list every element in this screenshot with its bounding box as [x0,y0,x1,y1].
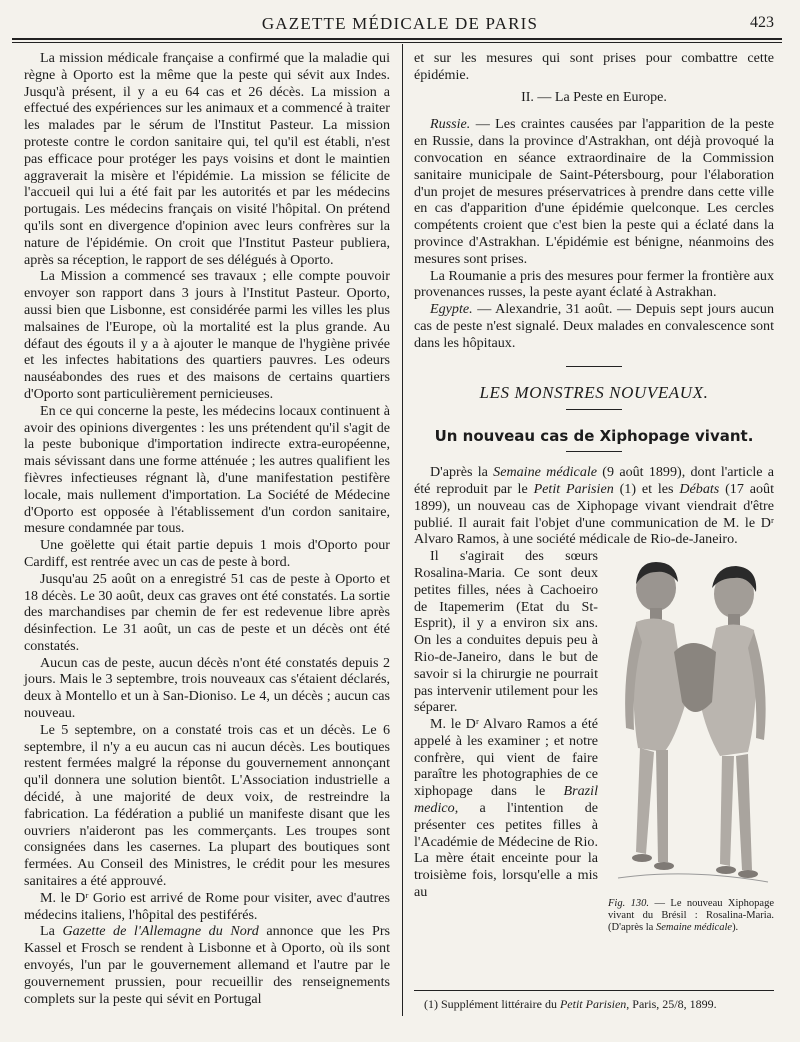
page-header [0,10,800,38]
footnote-rule [414,990,774,991]
header-rule [12,38,782,40]
paragraph: M. le Dʳ Gorio est arrivé de Rome pour visiter, avec d'autres médecins italiens, l'hôpital des pestiférés. [24,889,390,923]
paragraph: Une goëlette qui était partie depuis 1 mois d'Oporto pour Cardiff, est rentrée avec un cas de peste à bord. [24,537,390,570]
article-title: Un nouveau cas de Xiphopage vivant. [434,427,754,446]
section-rule [566,409,622,410]
footnote: (1) Supplément littéraire du Petit Parisien, Paris, 25/8, 1899. [424,997,717,1011]
paragraph: D'après la Semaine médicale (9 août 1899), dont l'article a été reproduit par le Petit Parisien (1) et les Débats (17 août 1899), un nouveau cas de Xiphopage vivant viendrait d'être publié. Il aurait fait l'objet d'une communication de M. le Dʳ Alvaro Ramos, à une société médicale de Rio-de-Janeiro. [414,464,775,548]
paragraph: La Gazette de l'Allemagne du Nord annonce que les Prs Kassel et Frosch se rendent à Lisbonne et à Oporto, où ils sont envoyés, l'un par le gouvernement allemand et l'autre par le gouvernement prussien, pour recueillir des renseignements complets sur la peste qui sévit en Portugal [24,923,390,1007]
left-column [24,50,390,1007]
page-number: 423 [750,14,774,31]
paragraph: La Mission a commencé ses travaux ; elle compte pouvoir envoyer son rapport dans 3 jours à l'Institut Pasteur. Oporto, aussi bien que Lisbonne, est considérée parmi les villes les plus malsaines de l'Europe, où la mortalité est la plus grande. Au défaut des égouts il y a à ajouter le manque de l'hygiène privée et les infectes habitations des quartiers pauvres. Les odeurs nauséabondes des rues et des maisons de certains quartiers d'Oporto sont particulièrement pernicieuses. [24,268,390,402]
paragraph: La mission médicale française a confirmé que la maladie qui règne à Oporto est la même que la peste qui sévit aux Indes. Jusqu'à présent, il y a eu 64 cas et 26 décès. La mission a effectué des expériences sur les animaux et a commencé à traiter les malades par le sérum de l'Institut Pasteur. La mission proteste contre le cordon sanitaire qui, tel qu'il est établi, n'est pas efficace pour protéger les pays voisins et dont le maintien aggraverait la misère et l'épidémie. La mission se félicite de l'accueil qui lui a été fait par les autorités et par les médecins portugais. Les médecins français on visité l'hôpital. On prétend qu'ils sont en divergence d'opinion avec leurs confrères sur la nature de l'épidémie. On croit que l'Institut Pasteur publiera, après sa réception, le rapport de ses délégués à Oporto. [24,50,390,268]
paragraph: En ce qui concerne la peste, les médecins locaux continuent à avoir des opinions divergentes : les uns prétendent qu'il s'agit de la peste bubonique d'importation indirecte extra-européenne, mais sévissant dans une forme atténuée ; les autres qualifient les fièvres infectieuses régnant là, d'une manifestation pestifère locale, mais nullement d'importation. La Société de Médecine d'Oporto est opposée à l'établissement d'un cordon sanitaire, mesure condamnée par tous. [24,402,390,537]
paragraph: et sur les mesures qui sont prises pour combattre cette épidémie. [414,50,774,83]
column-divider [402,44,403,1016]
country-label: Egypte. [430,301,473,318]
paragraph: Il s'agirait des sœurs Rosalina-Maria. Ce sont deux petites filles, nées à Cachoeiro de Itapemerim (Etat du St-Esprit), il y a environ six ans. On les a conduites depuis peu à Rio-de-Janeiro, dans le but de savoir si la chirurgie ne pourrait pas intervenir utilement pour les séparer. [414,548,598,716]
figure-caption: Fig. 130. — Le nouveau Xiphopage vivant du Brésil : Rosalina-Maria. (D'après la Semaine médicale). [608,898,774,934]
paragraph: M. le Dʳ Alvaro Ramos a été appelé à les examiner ; et notre confrère, qui vient de faire paraître les photographies de ce xiphopage dans le Brazil medico, a l'intention de présenter ces petites filles à l'Académie de Médecine de Rio. La mère était enceinte pour la troisième fois, lorsqu'elle a mis au [414,716,598,901]
header-rule-thin [12,42,782,43]
section-subheading: II. — La Peste en Europe. [521,89,667,105]
country-label: Russie. [430,116,471,133]
paragraph: La Roumanie a pris des mesures pour fermer la frontière aux provenances russes, la peste ayant éclaté à Astrakhan. [414,267,774,301]
paragraph: Russie. — Les craintes causées par l'apparition de la peste en Russie, dans la province d'Astrakhan, ont déjà provoqué la convocation en séance extraordinaire de la Commission sanitaire municipale de Saint-Pétersbourg, pour l'élaboration d'un projet de mesures préservatrices à prendre dans cette ville en cas d'apparition d'une épidémie quelconque. Les cercles compétents croient que c'est bien la peste qui a éclaté dans la province d'Astrakhan. L'épidémie est bénigne, néanmoins des mesures sont prises. [414,116,774,267]
right-column [414,50,774,934]
section-rule [566,366,622,367]
gazette-title: Gazette de l'Allemagne du Nord [62,923,259,940]
paragraph: Jusqu'au 25 août on a enregistré 51 cas de peste à Oporto et 18 décès. Le 30 août, deux cas graves ont été constatés. La sortie des marchandises par chemin de fer est redevenue libre après désinfection. Le 31 août, un cas de peste et un décès ont été constatés. [24,570,390,654]
section-title: LES MONSTRES NOUVEAUX. [479,382,709,402]
paragraph: Le 5 septembre, on a constaté trois cas et un décès. Le 6 septembre, il n'y a eu aucun cas ni aucun décès. Les boutiques restent fermées malgré la réponse du gouvernement annonçant qu'il donnera une solution bientôt. L'Association industrielle a décidé, à une majorité de deux voix, de restreindre la fabrication. La fédération a publié un manifeste disant que les ouvriers n'aideront pas les commerçants. Les troupes sont consignées dans les casernes. La plupart des boutiques sont fermées. Au Conseil des Ministres, le crédit pour les mesures sanitaires a été approuvé. [24,721,390,890]
journal-title: GAZETTE MÉDICALE DE PARIS [261,14,539,33]
figure [608,552,774,934]
figure-label: Fig. 130. [608,898,650,910]
paragraph: Aucun cas de peste, aucun décès n'ont été constatés depuis 2 jours. Mais le 3 septembre, trois nouveaux cas s'étaient déclarés, deux à Montello et un à San-Dioniso. Le 4, un décès ; aucun cas nouveau. [24,654,390,722]
xiphopage-illustration [608,552,774,896]
paragraph: Egypte. — Alexandrie, 31 août. — Depuis sept jours aucun cas de peste n'est signalé. Deux malades en convalescence sont dans les hôpitaux. [414,301,774,351]
